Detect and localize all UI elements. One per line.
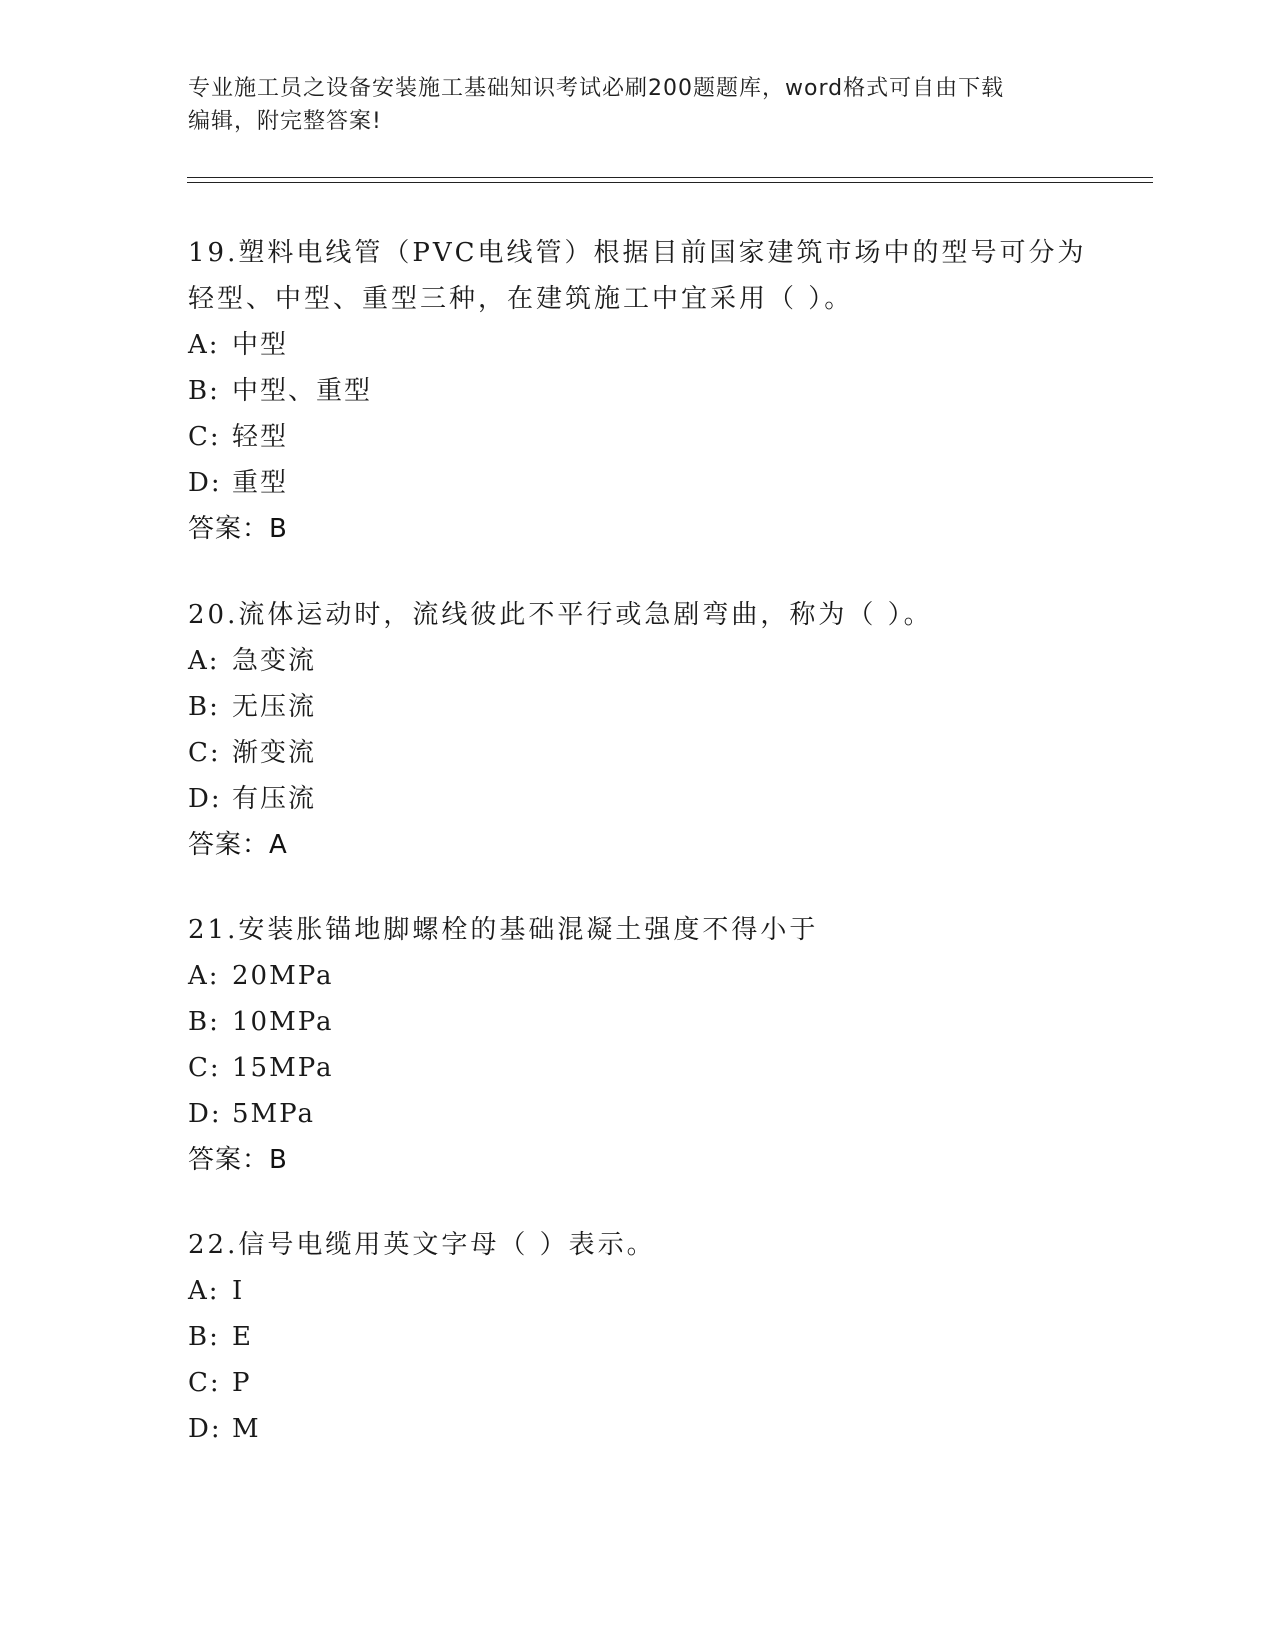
option-letter: D: bbox=[188, 1099, 222, 1129]
option-b bbox=[188, 1314, 1088, 1360]
option-letter: D: bbox=[188, 784, 222, 814]
option-text: 中型、重型 bbox=[232, 376, 373, 406]
option-text: 轻型 bbox=[232, 422, 289, 452]
header-line-1: 专业施工员之设备安装施工基础知识考试必刷200题题库，word格式可自由下载 bbox=[188, 76, 1005, 101]
option-letter: A: bbox=[188, 646, 220, 676]
option-a bbox=[188, 953, 1088, 999]
option-text: 重型 bbox=[232, 468, 289, 498]
option-text: 中型 bbox=[232, 330, 289, 360]
option-letter: A: bbox=[188, 330, 220, 360]
question-stem-line-1: 22.信号电缆用英文字母（ ）表示。 bbox=[188, 1230, 656, 1260]
answer-label: 答案：A bbox=[188, 830, 288, 860]
option-a bbox=[188, 1268, 1088, 1314]
question-21 bbox=[188, 907, 1088, 1183]
option-text: 渐变流 bbox=[232, 738, 317, 768]
option-text: 15MPa bbox=[232, 1053, 334, 1083]
option-d bbox=[188, 1406, 1088, 1452]
question-stem-line-1: 21.安装胀锚地脚螺栓的基础混凝土强度不得小于 bbox=[188, 915, 819, 945]
option-text: 20MPa bbox=[232, 961, 334, 991]
option-letter: B: bbox=[188, 1007, 220, 1037]
option-letter: D: bbox=[188, 468, 222, 498]
option-text: 10MPa bbox=[232, 1007, 334, 1037]
question-22 bbox=[188, 1222, 1088, 1452]
answer-label: 答案：B bbox=[188, 514, 288, 544]
option-text: 5MPa bbox=[232, 1099, 315, 1129]
option-b bbox=[188, 999, 1088, 1045]
option-b bbox=[188, 684, 1088, 730]
option-letter: D: bbox=[188, 1414, 222, 1444]
option-letter: B: bbox=[188, 1322, 220, 1352]
answer-label: 答案：B bbox=[188, 1145, 288, 1175]
option-d bbox=[188, 1091, 1088, 1137]
option-c bbox=[188, 1360, 1088, 1406]
option-text: I bbox=[232, 1276, 245, 1306]
option-letter: C: bbox=[188, 1368, 221, 1398]
option-a bbox=[188, 322, 1088, 368]
option-c bbox=[188, 730, 1088, 776]
option-c bbox=[188, 414, 1088, 460]
option-letter: A: bbox=[188, 1276, 220, 1306]
question-20 bbox=[188, 592, 1088, 868]
option-letter: B: bbox=[188, 692, 220, 722]
question-stem-line-1: 19.塑料电线管（PVC电线管）根据目前国家建筑市场中的型号可分为 bbox=[188, 238, 1087, 268]
option-d bbox=[188, 776, 1088, 822]
question-stem-line-1: 20.流体运动时，流线彼此不平行或急剧弯曲，称为（ ）。 bbox=[188, 600, 933, 630]
option-text: E bbox=[232, 1322, 253, 1352]
question-19 bbox=[188, 230, 1088, 552]
header-line-2: 编辑，附完整答案! bbox=[188, 109, 382, 134]
option-text: 无压流 bbox=[232, 692, 317, 722]
option-c bbox=[188, 1045, 1088, 1091]
option-letter: C: bbox=[188, 422, 221, 452]
option-a bbox=[188, 638, 1088, 684]
question-stem-line-2: 轻型、中型、重型三种，在建筑施工中宜采用（ ）。 bbox=[188, 284, 854, 314]
option-text: 急变流 bbox=[232, 646, 317, 676]
option-letter: C: bbox=[188, 738, 221, 768]
header-divider-top bbox=[187, 177, 1153, 178]
option-b bbox=[188, 368, 1088, 414]
option-text: 有压流 bbox=[232, 784, 317, 814]
document-header bbox=[188, 72, 1088, 138]
option-text: M bbox=[232, 1414, 261, 1444]
header-divider-bottom bbox=[187, 182, 1153, 183]
option-d bbox=[188, 460, 1088, 506]
option-letter: A: bbox=[188, 961, 220, 991]
option-letter: B: bbox=[188, 376, 220, 406]
option-letter: C: bbox=[188, 1053, 221, 1083]
option-text: P bbox=[232, 1368, 252, 1398]
